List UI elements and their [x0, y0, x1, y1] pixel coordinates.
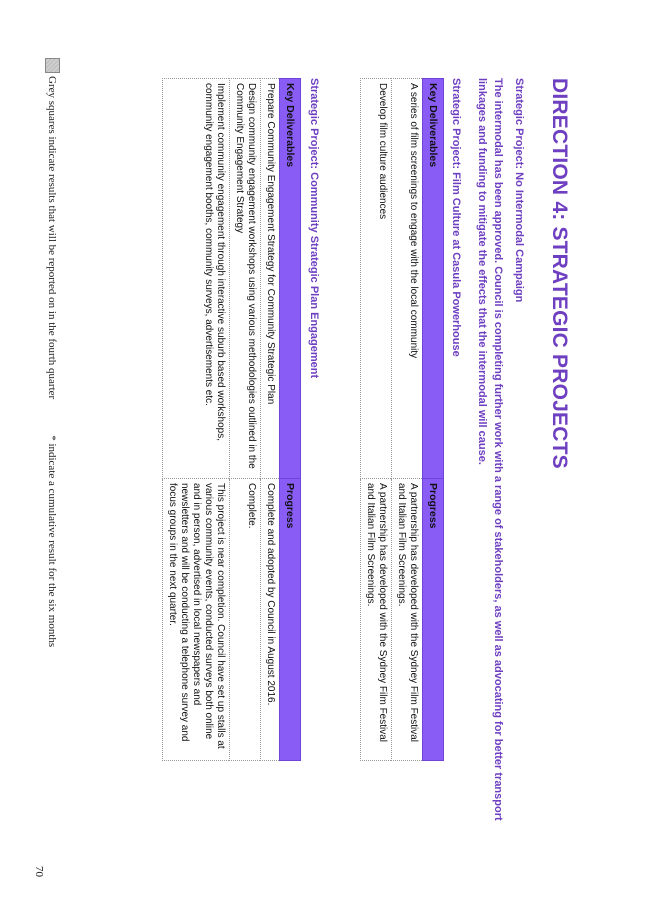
- deliverable-cell: Design community engagement workshops using various methodologies outlined in the Community Engagement Strategy: [230, 79, 261, 479]
- header-key-deliverables: Key Deliverables: [280, 79, 301, 479]
- progress-cell: A partnership has developed with the Sydney Film Festival and Italian Film Screenings.: [392, 479, 423, 761]
- deliverable-cell: Implement community engagement through interactive suburb based workshops, community engagement booths, community surveys, advertisements etc.: [163, 79, 230, 479]
- deliverable-cell: A series of film screenings to engage with the local community: [392, 79, 423, 479]
- deliverable-cell: Prepare Community Engagement Strategy for Community Strategic Plan: [261, 79, 280, 479]
- progress-cell: Complete.: [230, 479, 261, 761]
- page-number: 70: [33, 866, 45, 877]
- film-culture-table: [360, 78, 444, 761]
- cumulative-note: * indicate a cumulative result for the six months: [46, 435, 59, 648]
- project-intro-intermodal: The intermodal has been approved. Council is completing further work with a range of stakeholders, as well as advocating for better transport linkages and funding to mitigate the effects that the intermodal will cause.: [476, 78, 504, 821]
- progress-cell: Complete and adopted by Council in August 2016.: [261, 479, 280, 761]
- progress-cell: This project is near completion. Council have set up stalls at various community events, conducted surveys both online and in person, advertised in local newspapers and newsletters and will be conducting a telephone survey and focus groups in the next quarter.: [163, 479, 230, 761]
- header-key-deliverables: Key Deliverables: [423, 79, 444, 479]
- page-title: DIRECTION 4: STRATEGIC PROJECTS: [548, 78, 571, 469]
- project-title-csp-engagement: Strategic Project: Community Strategic Plan Engagement: [308, 78, 320, 379]
- grey-square-note: Grey squares indicate results that will be reported on in the fourth quarter: [46, 76, 59, 400]
- table-row: [361, 79, 392, 761]
- project-title-intermodal: Strategic Project: No Intermodal Campaign: [513, 78, 525, 303]
- deliverable-cell: Develop film culture audiences: [361, 79, 392, 479]
- table-row: [392, 79, 423, 761]
- grey-square-icon: [45, 58, 60, 73]
- table-header-row: [280, 79, 301, 761]
- header-progress: Progress: [423, 479, 444, 761]
- header-progress: Progress: [280, 479, 301, 761]
- footer-legend: [45, 58, 60, 647]
- table-row: [163, 79, 230, 761]
- progress-cell: A partnership has developed with the Sydney Film Festival and Italian Film Screenings.: [361, 479, 392, 761]
- table-header-row: [423, 79, 444, 761]
- project-title-film-culture: Strategic Project: Film Culture at Casula Powerhouse: [450, 78, 462, 357]
- csp-engagement-table: [162, 78, 301, 761]
- table-row: [230, 79, 261, 761]
- table-row: [261, 79, 280, 761]
